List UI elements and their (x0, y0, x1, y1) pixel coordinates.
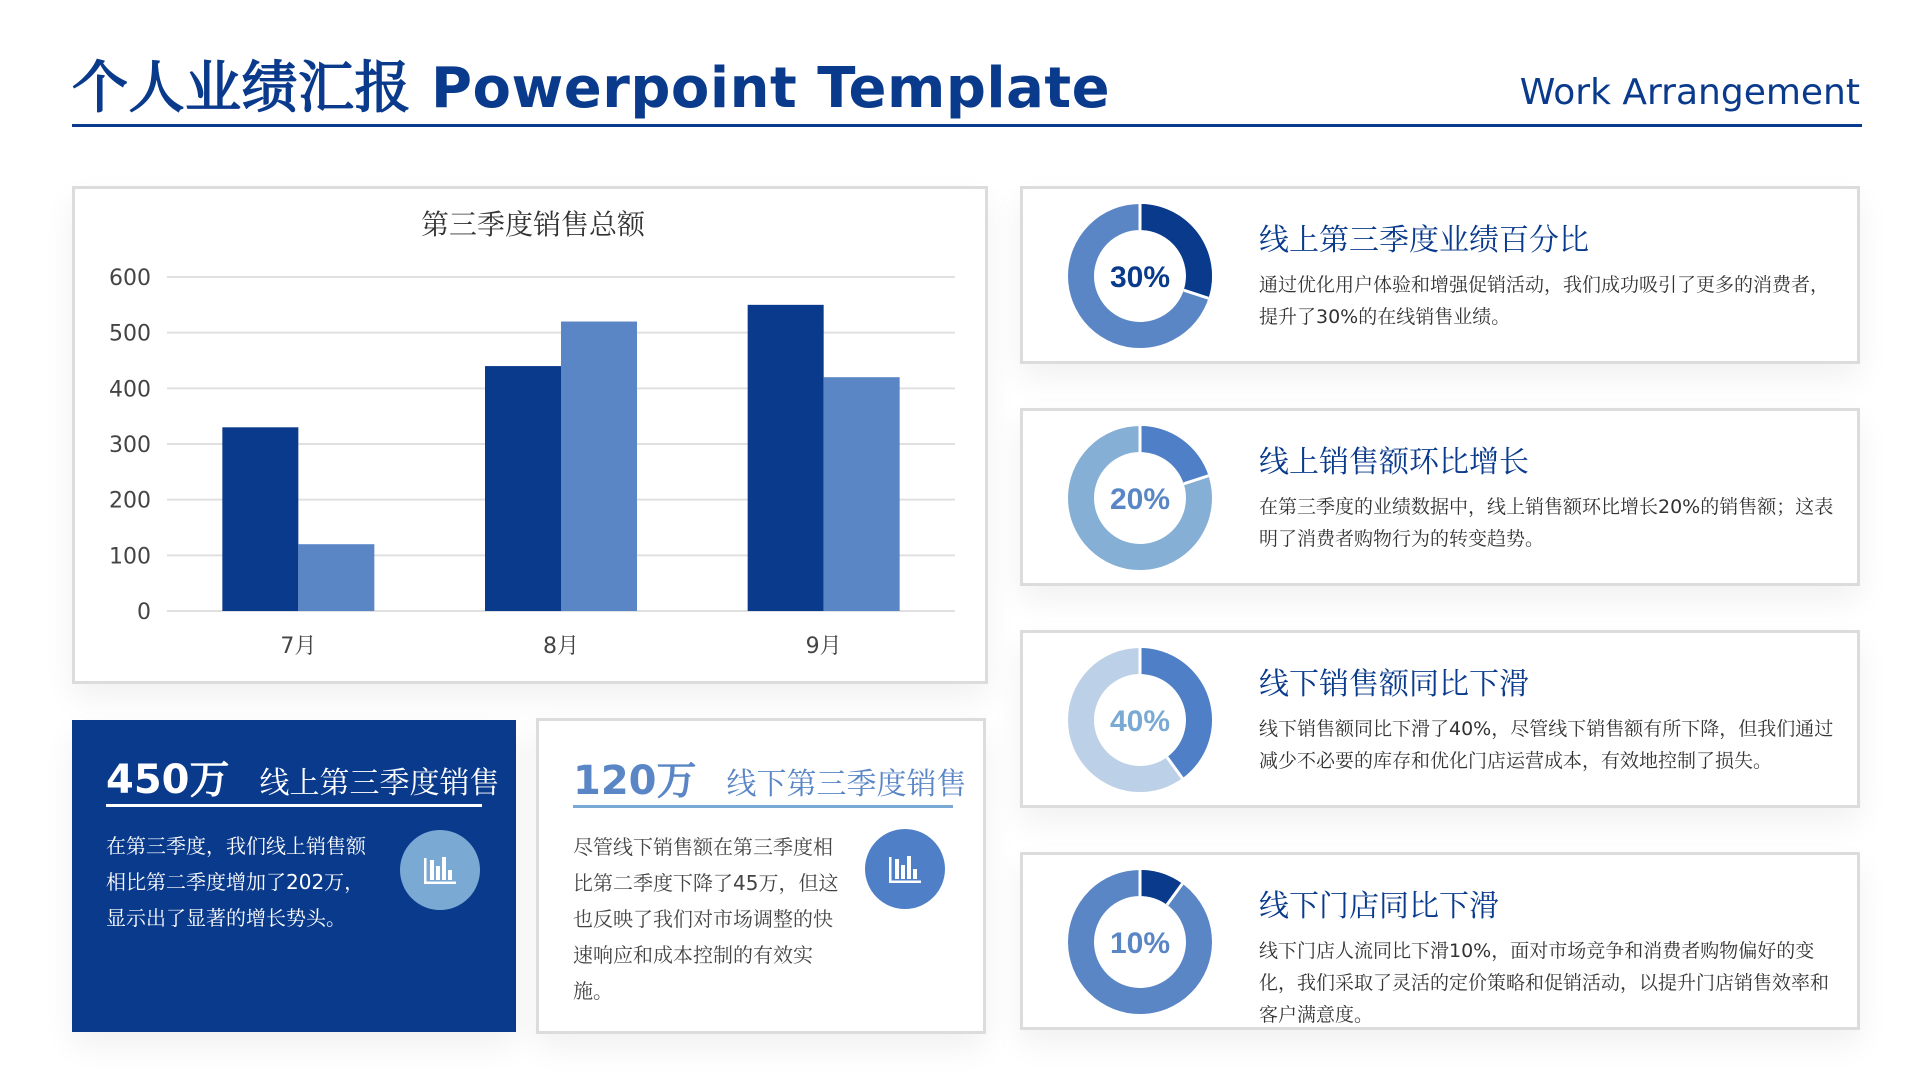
bar-series-2 (824, 377, 900, 611)
y-tick-label: 0 (137, 600, 151, 625)
x-tick-label: 7月 (280, 634, 317, 659)
kpi-card (1020, 852, 1860, 1030)
bar-series-2 (298, 544, 374, 611)
y-tick-label: 300 (109, 433, 151, 458)
donut-chart (1065, 867, 1215, 1017)
stat-card-online (72, 720, 516, 1032)
card-description: 在第三季度的业绩数据中，线上销售额环比增长20%的销售额；这表明了消费者购物行为的转变趋势。 (1259, 496, 1834, 550)
donut-percent-label: 30% (1109, 261, 1171, 294)
kpi-card (1020, 408, 1860, 586)
donut-percent-label: 20% (1109, 483, 1171, 516)
bar-series-1 (222, 427, 298, 611)
title-rule (72, 124, 1862, 127)
donut-percent-label: 10% (1109, 927, 1171, 960)
stat-body: 尽管线下销售额在第三季度相比第二季度下降了45万，但这也反映了我们对市场调整的快速响应和成本控制的有效实施。 (573, 835, 839, 1003)
card-title: 线上第三季度业绩百分比 (1259, 223, 1589, 258)
card-description: 线下销售额同比下滑了40%，尽管线下销售额有所下降，但我们通过减少不必要的库存和优化门店运营成本，有效地控制了损失。 (1259, 718, 1834, 772)
page-title: 个人业绩汇报 Powerpoint Template (72, 56, 1111, 121)
stat-divider (106, 804, 482, 807)
stat-label: 线下第三季度销售 (726, 767, 967, 802)
donut-segment (1140, 426, 1208, 484)
card-title: 线下门店同比下滑 (1259, 889, 1499, 924)
kpi-card (1020, 186, 1860, 364)
donut-chart (1065, 201, 1215, 351)
x-tick-label: 9月 (805, 634, 842, 659)
donut-chart (1065, 645, 1215, 795)
card-title: 线下销售额同比下滑 (1259, 667, 1529, 702)
y-tick-label: 200 (109, 488, 151, 514)
chart-panel (72, 186, 988, 684)
stat-divider (573, 805, 953, 808)
stat-card-offline (536, 718, 986, 1034)
card-title: 线上销售额环比增长 (1259, 445, 1529, 480)
y-tick-label: 500 (109, 321, 151, 347)
donut-chart (1065, 423, 1215, 573)
sales-bar-chart (75, 189, 991, 687)
bar-chart-icon (865, 829, 945, 909)
stat-body: 在第三季度，我们线上销售额相比第二季度增加了202万，显示出了显著的增长势头。 (106, 834, 366, 930)
y-tick-label: 400 (109, 377, 151, 403)
y-tick-label: 100 (109, 544, 151, 570)
x-tick-label: 8月 (543, 634, 579, 659)
stat-value: 450万 (106, 757, 230, 803)
bar-chart-icon (400, 830, 480, 910)
page-subtitle: Work Arrangement (1519, 72, 1860, 113)
chart-title: 第三季度销售总额 (420, 208, 646, 241)
y-tick-label: 600 (109, 266, 151, 291)
stat-head (106, 748, 500, 805)
kpi-card (1020, 630, 1860, 808)
card-description: 线下门店人流同比下滑10%，面对市场竞争和消费者购物偏好的变化，我们采取了灵活的定价策略和促销活动，以提升门店销售效率和客户满意度。 (1259, 940, 1830, 1026)
stat-head (573, 749, 967, 806)
bar-series-1 (485, 366, 561, 611)
donut-percent-label: 40% (1109, 705, 1171, 738)
stat-value: 120万 (573, 758, 697, 804)
stat-label: 线上第三季度销售 (259, 766, 500, 801)
bar-series-1 (748, 305, 824, 611)
card-description: 通过优化用户体验和增强促销活动，我们成功吸引了更多的消费者，提升了30%的在线销售业绩。 (1259, 274, 1830, 328)
bar-series-2 (561, 322, 637, 611)
